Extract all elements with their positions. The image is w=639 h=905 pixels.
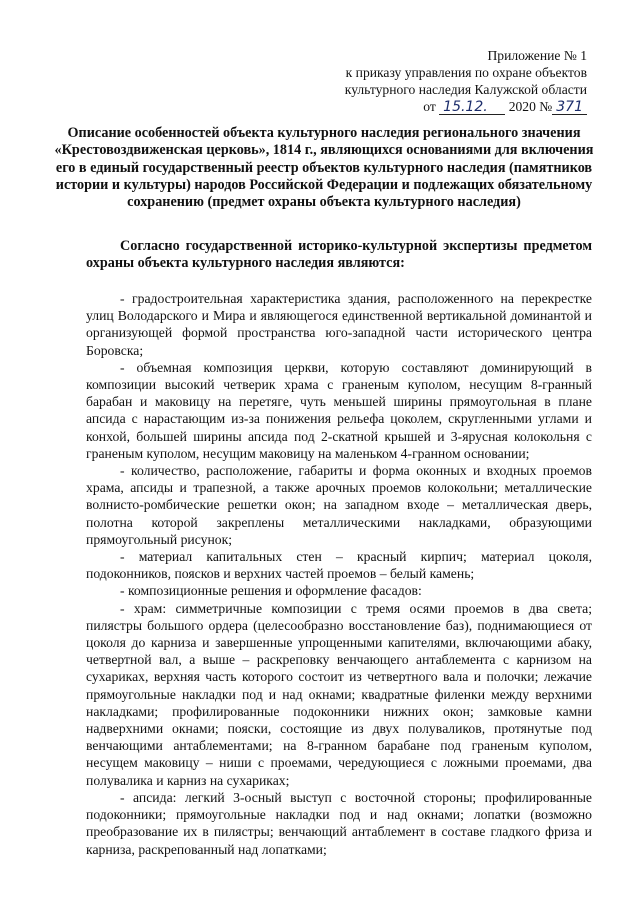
appendix-header — [345, 47, 587, 115]
body-paragraph: - композиционные решения и оформление фасадов: — [120, 583, 422, 599]
lead-paragraph: Согласно государственной историко-культурной экспертизы предметом охраны объекта культурного наследия являются: — [86, 238, 592, 272]
document-title: Описание особенностей объекта культурного наследия регионального значения «Крестовоздвиженская церковь», 1814 г., являющихся основаниями для включения его в единый государственный реестр объектов культурного наследия (памятников истории и культуры) народов Российской Федерации и подлежащих обязательному сохранению (предмет охраны объекта культурного наследия) — [54, 125, 594, 211]
body-paragraph: - объемная композиция церкви, которую составляют доминирующий в композиции высокий четверик храма с граненым куполом, несущим 8-гранный барабан и маковицу на перетяге, чуть меньшей ширины прямоугольная в плане апсида с нарастающим из-за понижения рельефа цоколем, скругленными углами и конхой, большей ширины апсида под 2-скатной крышей и 3-ярусная колокольня с граненым куполом, несущим маковицу на маленьком 4-гранном основании; — [86, 359, 592, 461]
body-paragraph: - градостроительная характеристика здания, расположенного на перекрестке улиц Володарского и Мира и являющегося единственной вертикальной доминантой и организующей формой пространства юго-западной части исторического центра Боровска; — [86, 291, 592, 358]
body-paragraph: - апсида: легкий 3-осный выступ с восточной стороны; профилированные подоконники; прямоугольные накладки под и над окнами; лопатки (возможно преобразование их в пилястры; венчающий антаблемент в составе гладкого фриза и карниза, раскрепованный над лопатками; — [86, 789, 592, 857]
appendix-line-3: культурного наследия Калужской области — [344, 82, 587, 97]
appendix-line-1: Приложение № 1 — [487, 48, 587, 63]
appendix-date-line — [345, 98, 587, 115]
appendix-line-2: к приказу управления по охране объектов — [345, 65, 587, 80]
body-paragraph: - количество, расположение, габариты и форма оконных и входных проемов храма, апсиды и трапезной, а также арочных проемов колокольни; металлические волнисто-ромбические решетки окон; на западном входе – металлическая дверь, полотна которой закреплены металлическими накладками, образующими прямоугольный рисунок; — [86, 463, 592, 547]
body-paragraph: - материал капитальных стен – красный кирпич; материал цоколя, подоконников, поясков и верхних частей проемов – белый камень; — [86, 549, 592, 582]
handwritten-number: 371 — [552, 100, 587, 115]
document-body — [86, 290, 592, 858]
date-prefix: от — [423, 99, 436, 114]
order-year: 2020 № — [508, 99, 553, 114]
body-paragraph: - храм: симметричные композиции с тремя осями проемов в два света; пилястры большого ордера (целесообразно восстановление баз), поднимающиеся от цоколя до карниза и завершенные упрощенными капителями, включающими абаку, четвертной вал, а выше – раскреповку венчающего антаблемента с карнизом на сухариках, верхняя часть которого состоит из четвертного вала и полочки; лежачие прямоугольные накладки под и над окнами; квадратные филенки между верхними накладками; профилированные подоконники нижних окон; замковые камни надверхними окнами; пояски, состоящие из двух полувaликов, протянутые под венчающими антаблементами; на 8-гранном барабане под граненым куполом, несущем маковицу – ниши с проемами, чередующиеся с ложными проемами, два полувалика и карниз на сухариках; — [86, 600, 592, 788]
handwritten-date: 15.12. — [439, 100, 505, 115]
